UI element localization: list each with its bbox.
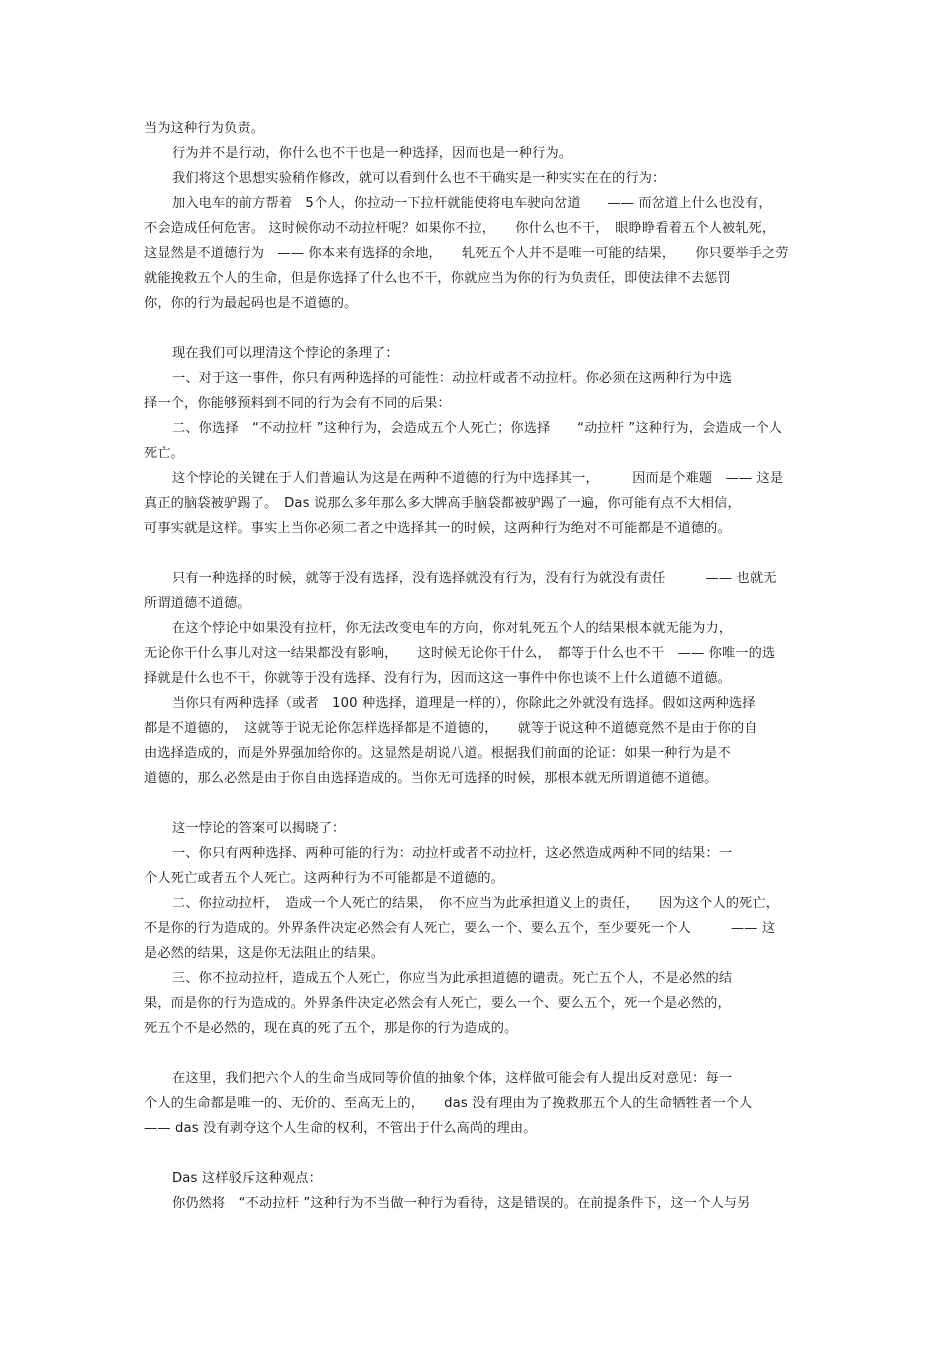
text-line: 一、你只有两种选择、两种可能的行为：动拉杆或者不动拉杆，这必然造成两种不同的结果：一 — [172, 846, 733, 861]
text-line: 不是你的行为造成的。外界条件决定必然会有人死亡，要么一个、要么五个，至少要死一个人 —— 这 — [144, 921, 776, 936]
text-line: Das 这样驳斥这种观点： — [172, 1171, 322, 1186]
text-line: 三、你不拉动拉杆，造成五个人死亡，你应当为此承担道德的谴责。死亡五个人，不是必然的结 — [172, 971, 733, 986]
text-line: 你，你的行为最起码也是不道德的。 — [144, 296, 358, 311]
text-line: 在这里，我们把六个人的生命当成同等价值的抽象个体，这样做可能会有人提出反对意见：每一 — [172, 1071, 733, 1086]
text-line: 不会造成任何危害。 这时候你动不动拉杆呢？如果你不拉， 你什么也不干， 眼睁睁看着五个人被轧死， — [144, 221, 776, 236]
text-line: 就能挽救五个人的生命，但是你选择了什么也不干，你就应当为你的行为负责任，即使法律不去惩罚 — [144, 271, 731, 286]
text-line: 死亡。 — [144, 446, 185, 461]
text-line: 这个悖论的关键在于人们普遍认为这是在两种不道德的行为中选择其一， 因而是个难题 —— 这是 — [172, 471, 784, 486]
text-line: 所谓道德不道德。 — [144, 596, 251, 611]
text-line: 只有一种选择的时候，就等于没有选择，没有选择就没有行为，没有行为就没有责任 —— 也就无 — [172, 571, 777, 586]
text-line: 当为这种行为负责。 — [144, 121, 265, 136]
text-line: 这一悖论的答案可以揭晓了： — [172, 821, 346, 836]
text-line: 道德的，那么必然是由于你自由选择造成的。当你无可选择的时候，那根本就无所谓道德不道德。 — [144, 771, 718, 786]
text-line: 现在我们可以理清这个悖论的条理了： — [172, 346, 399, 361]
text-line: 择就是什么也不干，你就等于没有选择、没有行为，因而这这一事件中你也谈不上什么道德不道德。 — [144, 671, 731, 686]
text-line: 无论你干什么事儿对这一结果都没有影响， 这时候无论你干什么， 都等于什么也不干 —— 你唯一的选 — [144, 646, 776, 661]
text-line: 你仍然将 “不动拉杆 ”这种行为不当做一种行为看待，这是错误的。在前提条件下，这一个人与另 — [172, 1196, 751, 1211]
text-line: 二、你选择 “不动拉杆 ”这种行为，会造成五个人死亡；你选择 “动拉杆 ”这种行为，会造成一个人 — [172, 421, 783, 436]
text-line: 都是不道德的， 这就等于说无论你怎样选择都是不道德的， 就等于说这种不道德竟然不是由于你的自 — [144, 721, 758, 736]
text-line: 由选择造成的，而是外界强加给你的。这显然是胡说八道。根据我们前面的论证：如果一种行为是不 — [144, 746, 731, 761]
text-line: 果，而是你的行为造成的。外界条件决定必然会有人死亡，要么一个、要么五个，死一个是必然的， — [144, 996, 731, 1011]
text-line: 当你只有两种选择（或者 100 种选择，道理是一样的），你除此之外就没有选择。假如这两种选择 — [172, 696, 756, 711]
text-line: 我们将这个思想实验稍作修改，就可以看到什么也不干确实是一种实实在在的行为： — [172, 171, 666, 186]
text-line: 加入电车的前方帮着 5个人，你拉动一下拉杆就能使将电车驶向岔道 —— 而岔道上什么也没有， — [172, 196, 772, 211]
text-line: —— das 没有剥夺这个人生命的权利，不管出于什么高尚的理由。 — [144, 1121, 537, 1136]
text-line: 个人的生命都是唯一的、无价的、至高无上的， das 没有理由为了挽救那五个人的生命牺牲者一个人 — [144, 1096, 753, 1111]
text-line: 在这个悖论中如果没有拉杆，你无法改变电车的方向，你对轧死五个人的结果根本就无能为力， — [172, 621, 733, 636]
text-line: 死五个不是必然的，现在真的死了五个，那是你的行为造成的。 — [144, 1021, 518, 1036]
text-line: 二、你拉动拉杆， 造成一个人死亡的结果， 你不应当为此承担道义上的责任， 因为这个人的死亡， — [172, 896, 780, 911]
text-line: 个人死亡或者五个人死亡。这两种行为不可能都是不道德的。 — [144, 871, 505, 886]
text-line: 是必然的结果，这是你无法阻止的结果。 — [144, 946, 385, 961]
text-line: 这显然是不道德行为 —— 你本来有选择的余地， 轧死五个人并不是唯一可能的结果， 你只要举手之劳 — [144, 246, 789, 261]
text-line: 一、对于这一事件，你只有两种选择的可能性：动拉杆或者不动拉杆。你必须在这两种行为中选 — [172, 371, 733, 386]
text-line: 择一个，你能够预料到不同的行为会有不同的后果： — [144, 396, 451, 411]
text-line: 可事实就是这样。事实上当你必须二者之中选择其一的时候，这两种行为绝对不可能都是不道德的。 — [144, 521, 731, 536]
text-line: 行为并不是行动，你什么也不干也是一种选择，因而也是一种行为。 — [172, 146, 573, 161]
text-line: 真正的脑袋被驴踢了。 Das 说那么多年那么多大牌高手脑袋都被驴踢了一遍，你可能有点不大相信， — [144, 496, 741, 511]
